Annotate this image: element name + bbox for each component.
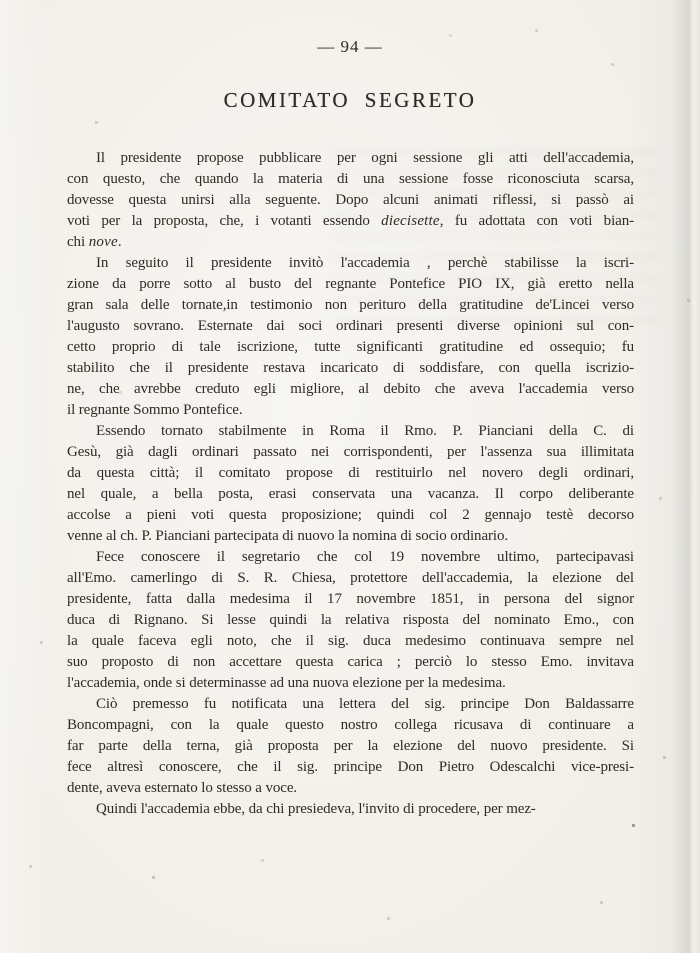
body-text: gran sala delle tornate,in testimonio non perituro della gratitudine de'Lincei verso — [67, 297, 634, 313]
body-text: Essendo tornato stabilmente in Roma il Rmo. P. Pianciani della C. di — [96, 423, 634, 439]
body-text: . — [117, 234, 122, 250]
text-line — [67, 568, 634, 589]
body-text: fece altresì conoscere, che il sig. principe Don Pietro Odescalchi vice-presi- — [67, 759, 634, 775]
body-text: dente, aveva esternato lo stesso a voce. — [67, 780, 298, 796]
body-text: presidente, fatta dalla medesima il 17 novembre 1851, in persona del signor — [67, 591, 634, 607]
paragraph — [67, 148, 634, 253]
text-line — [67, 211, 634, 232]
text-line — [67, 736, 634, 757]
text-line — [67, 631, 634, 652]
text-line — [67, 610, 634, 631]
text-line — [67, 316, 634, 337]
body-text: all'Emo. camerlingo di S. R. Chiesa, protettore dell'accademia, la elezione del — [67, 570, 634, 586]
text-line — [67, 589, 634, 610]
body-text: il regnante Sommo Pontefice. — [67, 402, 243, 418]
italic-text: diecisette — [381, 213, 440, 229]
text-line — [67, 442, 634, 463]
body-text: Ciò premesso fu notificata una lettera del sig. principe Don Baldassarre — [96, 696, 634, 712]
text-line — [67, 379, 634, 400]
paper-speckles — [0, 0, 1, 1]
text-line — [67, 757, 634, 778]
body-text: da questa città; il comitato propose di restituirlo nel novero degli ordinari, — [67, 465, 634, 481]
text-line — [67, 295, 634, 316]
text-line — [67, 484, 634, 505]
text-line — [67, 274, 634, 295]
text-line — [67, 547, 634, 568]
paragraph — [67, 421, 634, 547]
text-line — [67, 358, 634, 379]
body-text: , fu adottata con voti bian- — [439, 213, 635, 229]
paragraph — [67, 253, 634, 421]
text-line — [67, 232, 634, 253]
paragraph — [67, 694, 634, 799]
body-text: Fece conoscere il segretario che col 19 novembre ultimo, partecipavasi — [96, 549, 634, 565]
text-line — [67, 673, 634, 694]
text-line — [67, 463, 634, 484]
text-line — [67, 169, 634, 190]
text-line — [67, 337, 634, 358]
body-text: l'accademia, onde si determinasse ad una nuova elezione per la medesima. — [67, 675, 506, 691]
body-text: chi — [67, 234, 89, 250]
body-text: Quindi l'accademia ebbe, da chi presiedeva, l'invito di procedere, per mez- — [96, 801, 536, 817]
body-text: cetto proprio di tale iscrizione, tutte significanti gratitudine ed ossequio; fu — [67, 339, 634, 355]
body-text: duca di Rignano. Si lesse quindi la relativa risposta del nominato Emo., con — [67, 612, 634, 628]
text-line — [67, 400, 634, 421]
body-text: la quale faceva egli noto, che il sig. duca medesimo continuava sempre nel — [67, 633, 634, 649]
body-text: Gesù, già dagli ordinari passato nei corrispondenti, per l'assenza sua illimitata — [67, 444, 634, 460]
text-line — [67, 526, 634, 547]
body-text: voti per la proposta, che, i votanti essendo — [67, 213, 382, 229]
body-text: accolse a pieni voti questa proposizione; quindi col 2 gennajo testè decorso — [67, 507, 634, 523]
text-line — [67, 148, 634, 169]
body-text: ne, che avrebbe creduto egli migliore, al debito che aveva l'accademia verso — [67, 381, 634, 397]
text-line — [67, 253, 634, 274]
body-text: dovesse questa unirsi alla seguente. Dopo alcuni animati riflessi, si passò ai — [67, 192, 634, 208]
text-line — [67, 652, 634, 673]
body-text: suo proposto di non accettare questa carica ; perciò lo stesso Emo. invitava — [67, 654, 634, 670]
page-number: — 94 — — [317, 37, 383, 56]
text-line — [67, 505, 634, 526]
text-line — [67, 421, 634, 442]
text-line — [67, 799, 634, 820]
body-text: con questo, che quando la materia di una sessione fosse riconosciuta scarsa, — [67, 171, 634, 187]
body-text: zione da porre sotto al busto del regnante Pontefice PIO IX, già eretto nella — [67, 276, 634, 292]
body-text: Il presidente propose pubblicare per ogni sessione gli atti dell'accademia, — [96, 150, 634, 166]
body-text: In seguito il presidente invitò l'accademia , perchè stabilisse la iscri- — [96, 255, 634, 271]
body-text: venne al ch. P. Pianciani partecipata di nuovo la nomina di socio ordinario. — [67, 528, 509, 544]
text-line — [67, 190, 634, 211]
text-line — [67, 694, 634, 715]
body-text: stabilito che il presidente restava incaricato di soddisfare, con quella iscrizio- — [67, 360, 634, 376]
text-block — [67, 148, 634, 820]
text-line — [67, 778, 634, 799]
text-line — [67, 715, 634, 736]
paragraph — [67, 799, 634, 820]
body-text: nel quale, a bella posta, erasi conservata una vacanza. Il corpo deliberante — [67, 486, 634, 502]
body-text: l'augusto sovrano. Esternate dai soci ordinari presenti diverse opinioni sul con- — [67, 318, 634, 334]
body-text: Boncompagni, con la quale questo nostro collega ricusava di continuare a — [67, 717, 634, 733]
page-title: COMITATO SEGRETO — [223, 88, 477, 112]
italic-text: nove — [88, 234, 118, 250]
paragraph — [67, 547, 634, 694]
body-text: far parte della terna, già proposta per la elezione del nuovo presidente. Si — [67, 738, 634, 754]
